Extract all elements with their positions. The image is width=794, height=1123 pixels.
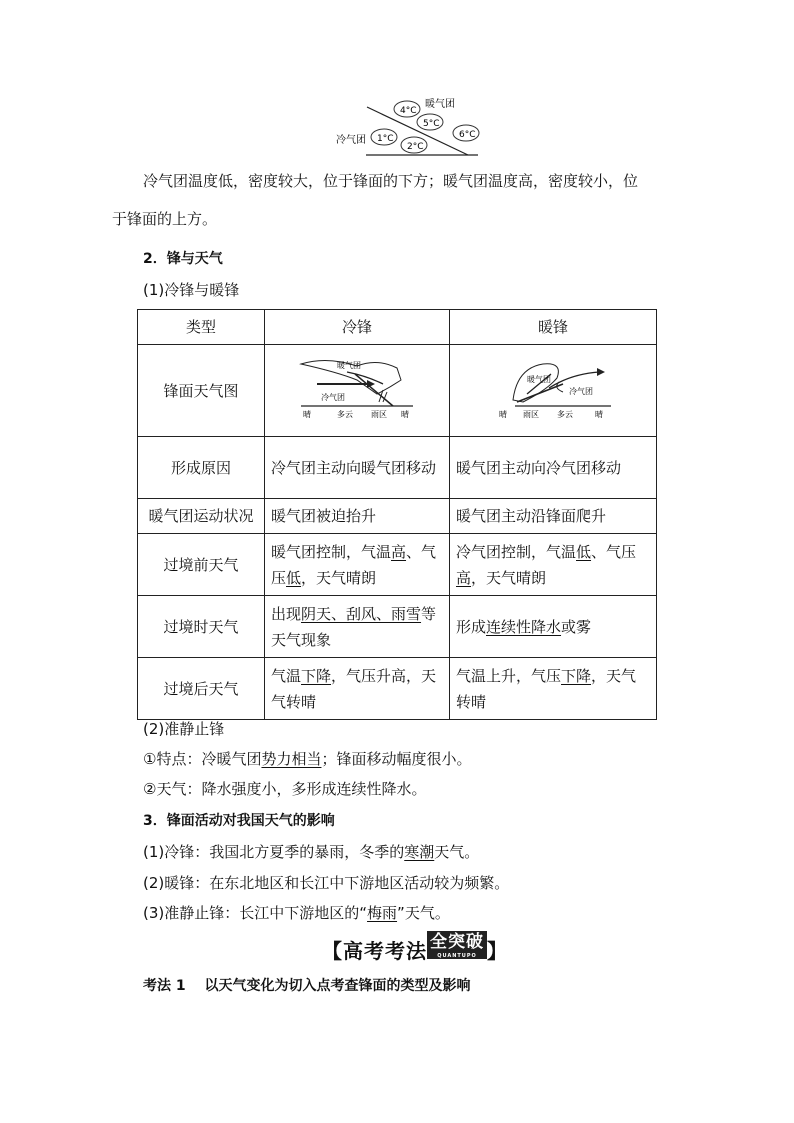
temp-1: 1°C <box>377 134 394 144</box>
method-prefix: 考法 1 <box>143 978 186 994</box>
header-type: 类型 <box>138 310 265 345</box>
warm-front-impact: (2)暖锋：在东北地区和长江中下游地区活动较为频繁。 <box>143 874 510 892</box>
warm-map-sunny-2: 晴 <box>595 409 603 419</box>
cold-map-rain: 雨区 <box>371 409 387 419</box>
temp-6: 6°C <box>459 130 476 140</box>
method-title: 以天气变化为切入点考查锋面的类型及影响 <box>204 978 471 994</box>
banner-tag-sub: QUANTUPO <box>437 953 477 959</box>
intro-line-1: 冷气团温度低，密度较大，位于锋面的下方；暖气团温度高，密度较小，位 <box>143 172 639 190</box>
header-cold-front: 冷锋 <box>265 310 450 345</box>
warm-front-diagram <box>493 354 613 420</box>
temp-5: 5°C <box>423 119 440 129</box>
cold-map-sunny-1: 晴 <box>303 409 311 419</box>
warm-front-after: 气温上升，气压下降，天气转晴 <box>450 658 657 720</box>
warm-map-rain: 雨区 <box>523 409 539 419</box>
banner-left: 【高考考法 <box>322 939 427 963</box>
row-label-map: 锋面天气图 <box>138 345 265 437</box>
warm-map-cloudy: 多云 <box>557 409 573 419</box>
cold-front-before: 暖气团控制，气温高、气压低，天气晴朗 <box>265 534 450 596</box>
warm-map-cold-label: 冷气团 <box>569 386 593 396</box>
section-3-heading: 3．锋面活动对我国天气的影响 <box>143 813 335 829</box>
row-label-cause: 形成原因 <box>138 437 265 499</box>
cold-map-cold-label: 冷气团 <box>321 392 345 402</box>
cold-front-impact: (1)冷锋：我国北方夏季的暴雨，冬季的寒潮天气。 <box>143 843 480 861</box>
temp-2: 2°C <box>407 142 424 152</box>
warm-front-cause: 暖气团主动向冷气团移动 <box>450 437 657 499</box>
cold-front-motion: 暖气团被迫抬升 <box>265 499 450 534</box>
row-label-after: 过境后天气 <box>138 658 265 720</box>
stationary-front-impact: (3)准静止锋：长江中下游地区的“梅雨”天气。 <box>143 904 450 922</box>
stationary-feature: ①特点：冷暖气团势力相当；锋面移动幅度很小。 <box>143 750 472 768</box>
cold-map-sunny-2: 晴 <box>401 409 409 419</box>
cold-air-label: 冷气团 <box>336 135 366 146</box>
front-diagram <box>330 95 490 157</box>
warm-front-during: 形成连续性降水或雾 <box>450 596 657 658</box>
cold-front-during: 出现阴天、刮风、雨雪等天气现象 <box>265 596 450 658</box>
banner-tag: 全突破 QUANTUPO <box>427 931 487 959</box>
cold-front-map-cell <box>265 345 450 437</box>
section-banner <box>322 932 512 964</box>
warm-front-motion: 暖气团主动沿锋面爬升 <box>450 499 657 534</box>
banner-right: 】 <box>487 939 508 963</box>
row-label-during: 过境时天气 <box>138 596 265 658</box>
section-2-heading: 2．锋与天气 <box>143 251 223 267</box>
method-1-heading <box>143 975 471 997</box>
front-comparison-table <box>137 309 657 720</box>
intro-line-2: 于锋面的上方。 <box>112 210 218 228</box>
cold-front-after: 气温下降，气压升高，天气转晴 <box>265 658 450 720</box>
warm-front-before: 冷气团控制，气温低、气压高，天气晴朗 <box>450 534 657 596</box>
cold-warm-subtitle: (1)冷锋与暖锋 <box>143 281 240 299</box>
warm-front-map-cell <box>450 345 657 437</box>
cold-map-warm-label: 暖气团 <box>337 360 361 370</box>
cold-map-cloudy: 多云 <box>337 409 353 419</box>
stationary-weather: ②天气：降水强度小，多形成连续性降水。 <box>143 780 427 798</box>
warm-air-label: 暖气团 <box>425 99 455 110</box>
cold-front-diagram <box>297 354 417 420</box>
warm-map-sunny-1: 晴 <box>499 409 507 419</box>
cold-front-cause: 冷气团主动向暖气团移动 <box>265 437 450 499</box>
stationary-front-title: (2)准静止锋 <box>143 720 225 738</box>
header-warm-front: 暖锋 <box>450 310 657 345</box>
warm-map-warm-label: 暖气团 <box>527 374 551 384</box>
row-label-motion: 暖气团运动状况 <box>138 499 265 534</box>
row-label-before: 过境前天气 <box>138 534 265 596</box>
temp-4: 4°C <box>400 106 417 116</box>
